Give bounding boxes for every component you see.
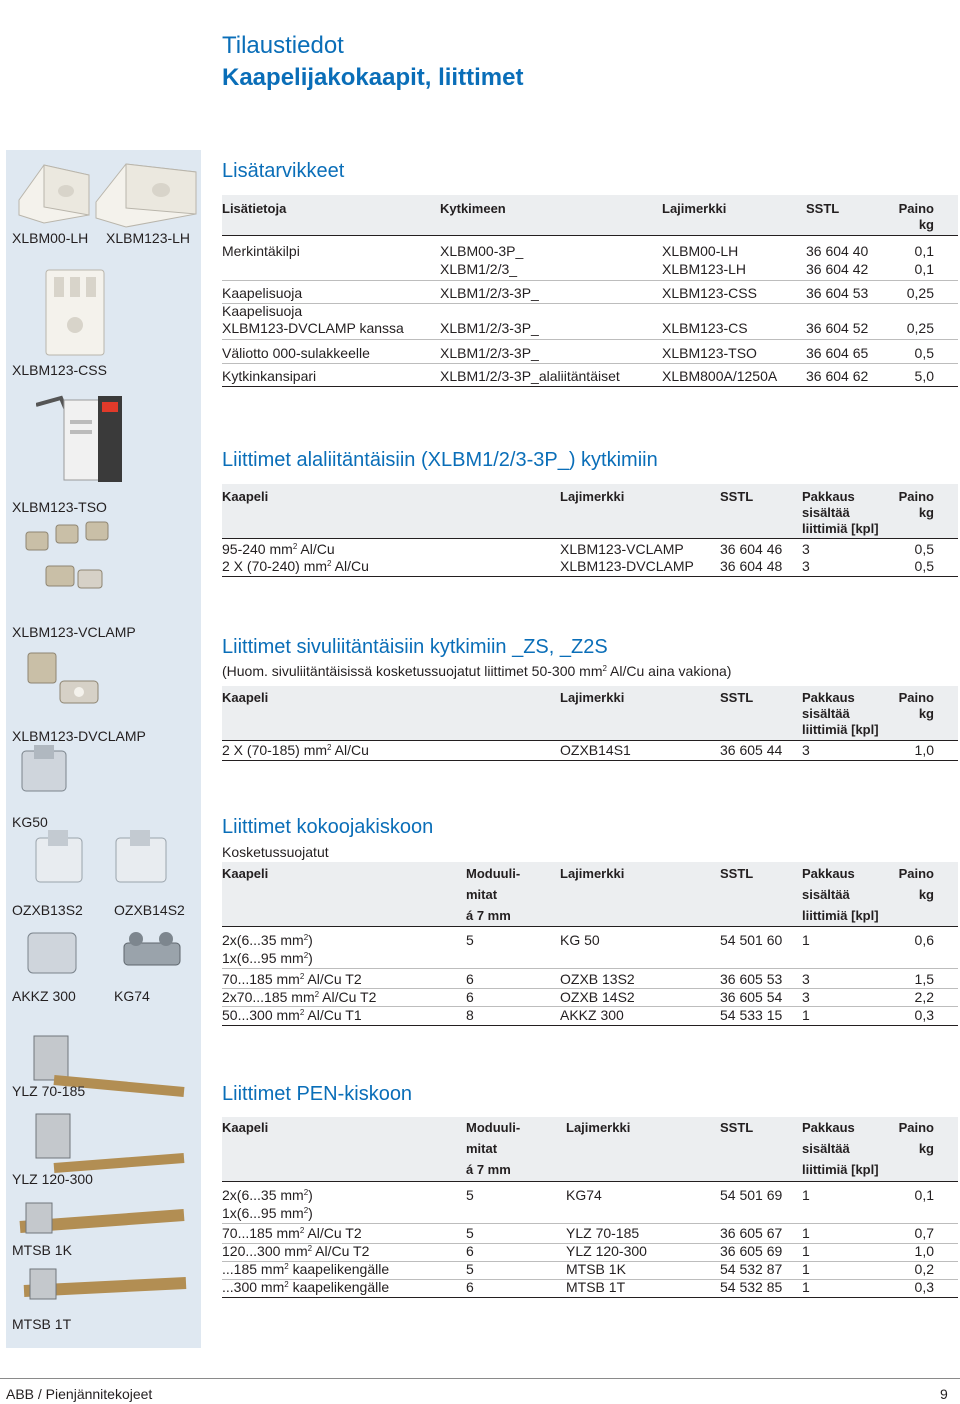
table-cell: 54 501 60 [720, 932, 783, 948]
xlbm123-vclamp-image [20, 520, 120, 600]
sidebar-label-kg50: KG50 [12, 814, 48, 830]
header-liittimia: liittimiä [kpl] [802, 908, 879, 923]
table-rule [222, 1025, 958, 1026]
table-cell: 1 [802, 932, 810, 948]
table-cell: 1,0 [914, 1243, 934, 1259]
header-lajimerkki: Lajimerkki [560, 690, 625, 705]
table-cell: XLBM123-TSO [662, 345, 757, 361]
header-paino-unit: kg [918, 706, 934, 721]
table-cell: 1 [802, 1225, 810, 1241]
table-cell: 54 532 87 [720, 1261, 783, 1277]
table-cell: 0,3 [914, 1279, 934, 1295]
sidebar-label-xlbm123-lh: XLBM123-LH [106, 230, 191, 246]
sidebar-label-ozxb14s2: OZXB14S2 [114, 902, 185, 918]
table-cell: XLBM1/2/3_ [440, 261, 518, 277]
sidebar-label-mtsb-1t: MTSB 1T [12, 1316, 72, 1332]
header-kaapeli: Kaapeli [222, 1120, 269, 1135]
header-kytkimeen: Kytkimeen [440, 201, 506, 216]
table-cell: 1,0 [914, 742, 934, 758]
header-sstl: SSTL [720, 489, 754, 504]
header-mitat: mitat [466, 887, 498, 902]
section-subtitle: Kosketussuojatut [222, 844, 329, 860]
table-cell: OZXB14S1 [560, 742, 631, 758]
row-divider [222, 339, 958, 340]
table-cell: 0,5 [914, 345, 934, 361]
header-pakkaus: Pakkaus [802, 1120, 855, 1135]
table-cell: 6 [466, 971, 474, 987]
akkz300-image [20, 925, 90, 985]
table-cell: 0,5 [914, 558, 934, 574]
header-kaapeli: Kaapeli [222, 489, 269, 504]
table-cell: XLBM1/2/3-3P_ [440, 320, 539, 336]
page-title-line1: Tilaustiedot [222, 32, 344, 59]
page-number: 9 [940, 1386, 948, 1402]
table-cell: 54 501 69 [720, 1187, 783, 1203]
sidebar-label-xlbm123-vclamp: XLBM123-VCLAMP [12, 624, 136, 640]
xlbm123-dvclamp-image [20, 645, 110, 715]
table-cell: 0,7 [914, 1225, 934, 1241]
table-cell: 1 [802, 1243, 810, 1259]
table-cell: 1 [802, 1261, 810, 1277]
table-cell: 95-240 $mm^2$ Al/Cu [222, 541, 335, 557]
header-a7mm: á 7 mm [466, 1162, 511, 1177]
table-cell: 36 604 53 [806, 285, 869, 301]
sidebar-label-ylz-120-300: YLZ 120-300 [12, 1171, 93, 1187]
header-mitat: mitat [466, 1141, 498, 1156]
table-cell: 1,5 [914, 971, 934, 987]
header-sisaltaa: sisältää [802, 706, 850, 721]
footer-divider [0, 1378, 960, 1379]
sidebar-label-xlbm123-tso: XLBM123-TSO [12, 499, 107, 515]
table-cell: 54 533 15 [720, 1007, 783, 1023]
table-cell: XLBM123-VCLAMP [560, 541, 684, 557]
header-sstl: SSTL [720, 690, 754, 705]
xlbm123-tso-image [36, 390, 136, 490]
sidebar-label-xlbm00-lh: XLBM00-LH [12, 230, 89, 246]
section-title-alaliitanta: Liittimet alaliitäntäisiin (XLBM1/2/3-3P_) kytkimiin [222, 449, 658, 471]
kg74-image [118, 925, 188, 985]
table-rule [222, 235, 958, 236]
table-cell: 50...300 $mm^2$ Al/Cu T1 [222, 1007, 362, 1023]
header-paino: Paino [898, 489, 934, 504]
table-cell: 3 [802, 989, 810, 1005]
table-rule [222, 386, 958, 387]
table-cell: 70...185 $mm^2$ Al/Cu T2 [222, 1225, 362, 1241]
table-cell: 36 604 52 [806, 320, 869, 336]
table-cell: 0,5 [914, 541, 934, 557]
table-cell: XLBM1/2/3-3P_alaliitäntäiset [440, 368, 620, 384]
footer-left: ABB / Pienjännitekojeet [6, 1386, 153, 1402]
header-lajimerkki: Lajimerkki [560, 866, 625, 881]
table-cell: Väliotto 000-sulakkeelle [222, 345, 370, 361]
table-cell: XLBM123-CS [662, 320, 748, 336]
header-paino: Paino [898, 866, 934, 881]
section-title-lisatarvikkeet: Lisätarvikkeet [222, 160, 345, 182]
table-cell: 1 [802, 1007, 810, 1023]
table-cell: 1 [802, 1187, 810, 1203]
section-title-kokoojakisko: Liittimet kokoojakiskoon [222, 816, 434, 838]
table-cell: 8 [466, 1007, 474, 1023]
table-cell: 120...300 $mm^2$ Al/Cu T2 [222, 1243, 370, 1259]
header-lajimerkki: Lajimerkki [662, 201, 727, 216]
table-cell: Kaapelisuoja [222, 303, 303, 319]
row-divider [222, 303, 958, 304]
table-cell: 36 605 54 [720, 989, 783, 1005]
table-cell: 36 604 40 [806, 243, 869, 259]
sidebar-label-mtsb-1k: MTSB 1K [12, 1242, 72, 1258]
header-sisaltaa: sisältää [802, 505, 850, 520]
table-cell: 6 [466, 989, 474, 1005]
table-cell: XLBM123-DVCLAMP kanssa [222, 320, 404, 336]
table-cell: 36 605 53 [720, 971, 783, 987]
table-cell: 3 [802, 742, 810, 758]
header-sisaltaa: sisältää [802, 887, 850, 902]
ozxb14s2-image [106, 830, 186, 900]
table-cell: 5 [466, 1187, 474, 1203]
header-liittimia: liittimiä [kpl] [802, 521, 879, 536]
table-cell: 54 532 85 [720, 1279, 783, 1295]
table-cell: YLZ 70-185 [566, 1225, 640, 1241]
table-header-bg [222, 195, 958, 235]
table-cell: 2x(6...35 $mm^2$) [222, 1187, 313, 1203]
sidebar-label-xlbm123-dvclamp: XLBM123-DVCLAMP [12, 728, 146, 744]
kg50-image [12, 745, 82, 805]
product-image-sidebar [6, 150, 201, 1348]
sidebar-label-akkz300: AKKZ 300 [12, 988, 76, 1004]
header-sstl: SSTL [806, 201, 840, 216]
table-cell: 1x(6...95 $mm^2$) [222, 1205, 313, 1221]
section-title-pen: Liittimet PEN-kiskoon [222, 1083, 413, 1105]
table-cell: ...300 $mm^2$ kaapelikengälle [222, 1279, 390, 1295]
ozxb13s2-image [26, 830, 106, 900]
table-cell: XLBM800A/1250A [662, 368, 778, 384]
table-cell: Kaapelisuoja [222, 285, 303, 301]
table-rule [222, 576, 958, 577]
table-cell: 6 [466, 1243, 474, 1259]
table-cell: ...185 $mm^2$ kaapelikengälle [222, 1261, 390, 1277]
sidebar-label-ozxb13s2: OZXB13S2 [12, 902, 83, 918]
table-cell: 0,2 [914, 1261, 934, 1277]
header-sstl: SSTL [720, 1120, 754, 1135]
table-cell: 36 604 48 [720, 558, 783, 574]
table-cell: 36 604 46 [720, 541, 783, 557]
xlbm123-lh-image [91, 152, 201, 232]
table-cell: 2x70...185 $mm^2$ Al/Cu T2 [222, 989, 377, 1005]
header-moduuli: Moduuli- [466, 1120, 521, 1135]
header-sstl: SSTL [720, 866, 754, 881]
header-a7mm: á 7 mm [466, 908, 511, 923]
table-cell: 0,1 [914, 261, 934, 277]
table-cell: OZXB 13S2 [560, 971, 635, 987]
header-moduuli: Moduuli- [466, 866, 521, 881]
table-cell: 3 [802, 558, 810, 574]
header-lajimerkki: Lajimerkki [566, 1120, 631, 1135]
header-paino-unit: kg [918, 1141, 934, 1156]
table-cell: 0,3 [914, 1007, 934, 1023]
table-cell: 5 [466, 1261, 474, 1277]
table-cell: XLBM1/2/3-3P_ [440, 345, 539, 361]
table-cell: 1 [802, 1279, 810, 1295]
header-paino: Paino [898, 690, 934, 705]
table-cell: 0,25 [906, 285, 934, 301]
header-lisatietoja: Lisätietoja [222, 201, 287, 216]
section-title-sivuliitanta: Liittimet sivuliitäntäisiin kytkimiin _ZS, _Z2S [222, 636, 608, 658]
header-liittimia: liittimiä [kpl] [802, 1162, 879, 1177]
table-cell: 2 X (70-185) $mm^2$ Al/Cu [222, 742, 369, 758]
header-pakkaus: Pakkaus [802, 690, 855, 705]
table-cell: 6 [466, 1279, 474, 1295]
header-liittimia: liittimiä [kpl] [802, 722, 879, 737]
table-rule [222, 1181, 958, 1182]
table-cell: 2,2 [914, 989, 934, 1005]
table-cell: 5 [466, 1225, 474, 1241]
header-sisaltaa: sisältää [802, 1141, 850, 1156]
table-cell: 0,1 [914, 1187, 934, 1203]
header-paino-unit: kg [918, 505, 934, 520]
table-cell: AKKZ 300 [560, 1007, 624, 1023]
row-divider [222, 363, 958, 364]
table-cell: 70...185 $mm^2$ Al/Cu T2 [222, 971, 362, 987]
table-cell: 36 604 42 [806, 261, 869, 277]
header-paino-unit: kg [918, 887, 934, 902]
table-cell: XLBM00-LH [662, 243, 739, 259]
table-cell: Merkintäkilpi [222, 243, 300, 259]
table-cell: XLBM1/2/3-3P_ [440, 285, 539, 301]
table-cell: XLBM123-DVCLAMP [560, 558, 694, 574]
section-note: (Huom. sivuliitäntäisissä kosketussuojatut liittimet 50-300 $mm^2$ Al/Cu aina vakiona) [222, 663, 732, 679]
table-cell: 5 [466, 932, 474, 948]
table-rule [222, 740, 958, 741]
table-cell: XLBM123-CSS [662, 285, 757, 301]
table-rule [222, 926, 958, 927]
table-rule [222, 538, 958, 539]
mtsb-1t-image [14, 1265, 194, 1310]
header-lajimerkki: Lajimerkki [560, 489, 625, 504]
table-cell: 3 [802, 971, 810, 987]
table-cell: 36 605 67 [720, 1225, 783, 1241]
header-kaapeli: Kaapeli [222, 866, 269, 881]
xlbm00-lh-image [14, 155, 94, 225]
table-cell: XLBM00-3P_ [440, 243, 524, 259]
table-cell: 36 604 62 [806, 368, 869, 384]
row-divider [222, 1223, 958, 1224]
table-cell: Kytkinkansipari [222, 368, 317, 384]
row-divider [222, 968, 958, 969]
table-rule [222, 760, 958, 761]
page-title-line2: Kaapelijakokaapit, liittimet [222, 64, 524, 91]
table-cell: 2x(6...35 $mm^2$) [222, 932, 313, 948]
header-pakkaus: Pakkaus [802, 489, 855, 504]
sidebar-label-xlbm123-css: XLBM123-CSS [12, 362, 107, 378]
row-divider [222, 280, 958, 281]
header-paino: Paino [898, 201, 934, 216]
table-cell: 3 [802, 541, 810, 557]
sidebar-label-kg74: KG74 [114, 988, 150, 1004]
sidebar-label-ylz-70-185: YLZ 70-185 [12, 1083, 86, 1099]
table-cell: KG 50 [560, 932, 600, 948]
table-cell: 0,6 [914, 932, 934, 948]
table-cell: 0,1 [914, 243, 934, 259]
table-cell: MTSB 1K [566, 1261, 626, 1277]
table-rule [222, 1297, 958, 1298]
table-cell: XLBM123-LH [662, 261, 747, 277]
table-cell: 2 X (70-240) $mm^2$ Al/Cu [222, 558, 369, 574]
table-cell: 36 604 65 [806, 345, 869, 361]
table-cell: 36 605 44 [720, 742, 783, 758]
header-kaapeli: Kaapeli [222, 690, 269, 705]
header-paino: Paino [898, 1120, 934, 1135]
table-cell: YLZ 120-300 [566, 1243, 647, 1259]
table-cell: MTSB 1T [566, 1279, 626, 1295]
table-cell: 1x(6...95 $mm^2$) [222, 950, 313, 966]
table-cell: 36 605 69 [720, 1243, 783, 1259]
header-pakkaus: Pakkaus [802, 866, 855, 881]
xlbm123-css-image [40, 265, 110, 360]
table-cell: 0,25 [906, 320, 934, 336]
table-cell: 5,0 [914, 368, 934, 384]
header-paino-unit: kg [918, 217, 934, 232]
table-cell: OZXB 14S2 [560, 989, 635, 1005]
table-cell: KG74 [566, 1187, 602, 1203]
